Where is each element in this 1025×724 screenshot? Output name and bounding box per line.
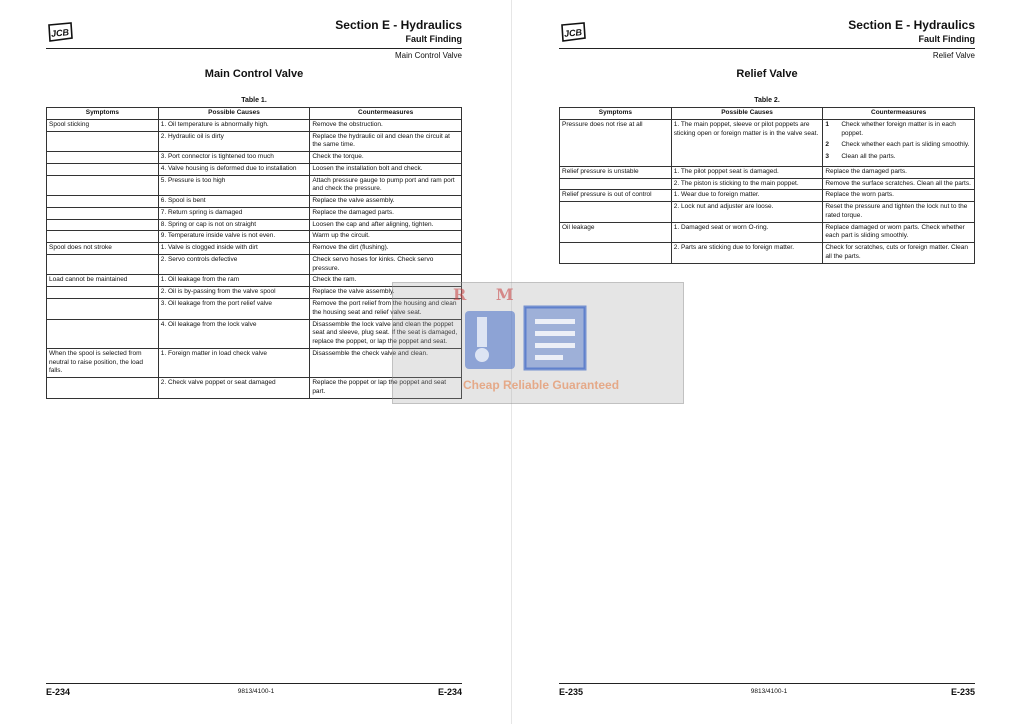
symptom-cell: Oil leakage (560, 222, 672, 243)
cause-cell: 5. Pressure is too high (158, 175, 310, 196)
symptom-cell (47, 378, 159, 399)
table-row (47, 131, 462, 152)
cause-cell: 1. The main poppet, sleeve or pilot poppets are sticking open or foreign matter is in the valve seat. (671, 119, 823, 166)
countermeasure-cell: Check the torque. (310, 152, 462, 164)
symptom-cell (47, 299, 159, 320)
cause-cell: 2. Hydraulic oil is dirty (158, 131, 310, 152)
section-topic: Relief Valve (932, 51, 975, 60)
table-row (47, 152, 462, 164)
countermeasure-item (825, 121, 972, 139)
countermeasure-cell: Replace the worn parts. (823, 190, 975, 202)
cause-cell: 1. Wear due to foreign matter. (671, 190, 823, 202)
footer-page-left: E-234 (46, 687, 71, 697)
page-title: Relief Valve (736, 68, 798, 80)
table-row (47, 243, 462, 255)
section-title: Section E - Hydraulics (335, 18, 462, 32)
table-row (47, 119, 462, 131)
watermark (392, 282, 684, 404)
symptom-cell (560, 202, 672, 223)
cause-cell: 1. Damaged seat or worn O-ring. (671, 222, 823, 243)
cause-cell: 1. Oil leakage from the ram (158, 275, 310, 287)
countermeasure-cell: Loosen the installation bolt and check. (310, 163, 462, 175)
countermeasure-cell: Replace the damaged parts. (823, 166, 975, 178)
countermeasure-cell: Check for scratches, cuts or foreign matter. Clean all the parts. (823, 243, 975, 264)
symptom-cell: Spool sticking (47, 119, 159, 131)
section-subtitle: Fault Finding (918, 34, 975, 44)
cause-cell: 1. Foreign matter in load check valve (158, 348, 310, 377)
symptom-cell (47, 175, 159, 196)
logo-text: JCB (50, 27, 70, 39)
symptom-cell: When the spool is selected from neutral to raise position, the load falls. (47, 348, 159, 377)
countermeasure-cell: Replace the valve assembly. (310, 196, 462, 208)
cause-cell: 2. Servo controls defective (158, 254, 310, 275)
cause-cell: 1. The pilot poppet seat is damaged. (671, 166, 823, 178)
cause-cell: 1. Valve is clogged inside with dirt (158, 243, 310, 255)
table-row (47, 196, 462, 208)
table-caption: Table 2. (754, 97, 780, 104)
footer-doc-number: 9813/4100-1 (237, 688, 275, 695)
item-number: 2 (825, 141, 829, 149)
table-header-row (560, 108, 975, 120)
table-row (560, 190, 975, 202)
wrench-document-icon (455, 303, 625, 373)
item-number: 3 (825, 153, 829, 161)
symptom-cell (47, 287, 159, 299)
symptom-cell (47, 131, 159, 152)
countermeasure-cell: Disassemble the lock valve and clean the poppet seat and sleeve, plug seat. If the seat is damaged, replace the poppet, or lap the poppet and seat. (310, 319, 462, 348)
cause-cell: 3. Oil leakage from the port relief valve (158, 299, 310, 320)
cause-cell: 1. Oil temperature is abnormally high. (158, 119, 310, 131)
watermark-slogan: Cheap Reliable Guaranteed (463, 378, 620, 392)
cause-cell: 2. Check valve poppet or seat damaged (158, 378, 310, 399)
table-row (560, 166, 975, 178)
table-row (47, 175, 462, 196)
countermeasure-cell: Reset the pressure and tighten the lock nut to the rated torque. (823, 202, 975, 223)
footer-page-left: E-235 (559, 687, 584, 697)
symptom-cell (47, 196, 159, 208)
countermeasure-item (825, 153, 972, 162)
countermeasure-cell: Replace the valve assembly. (310, 287, 462, 299)
item-text: Check whether each part is sliding smoothly. (841, 141, 970, 149)
item-text: Clean all the parts. (841, 153, 896, 161)
cause-cell: 2. Lock nut and adjuster are loose. (671, 202, 823, 223)
footer-page-right: E-235 (950, 687, 975, 697)
section-subtitle: Fault Finding (405, 34, 462, 44)
cause-cell: 4. Oil leakage from the lock valve (158, 319, 310, 348)
countermeasure-cell (823, 119, 975, 166)
symptom-cell: Relief pressure is unstable (560, 166, 672, 178)
symptom-cell (560, 178, 672, 190)
symptom-cell (47, 231, 159, 243)
table-row (560, 119, 975, 166)
symptom-cell (47, 152, 159, 164)
symptom-cell: Load cannot be maintained (47, 275, 159, 287)
cause-cell: 6. Spool is bent (158, 196, 310, 208)
cause-cell: 8. Spring or cap is not on straight (158, 219, 310, 231)
symptom-cell (47, 207, 159, 219)
header-rule (46, 48, 462, 49)
cause-cell: 2. The piston is sticking to the main poppet. (671, 178, 823, 190)
countermeasure-cell: Replace the hydraulic oil and clean the circuit at the same time. (310, 131, 462, 152)
page-title: Main Control Valve (204, 68, 304, 80)
symptom-cell (47, 163, 159, 175)
col-header-countermeasures: Countermeasures (823, 108, 975, 120)
table-row (47, 219, 462, 231)
countermeasure-cell: Check servo hoses for kinks. Check servo pressure. (310, 254, 462, 275)
table-row (47, 163, 462, 175)
item-text: Check whether foreign matter is in each poppet. (841, 120, 956, 137)
cause-cell: 3. Port connector is tightened too much (158, 152, 310, 164)
countermeasure-cell: Remove the obstruction. (310, 119, 462, 131)
col-header-symptoms: Symptoms (560, 108, 672, 120)
countermeasure-cell: Attach pressure gauge to pump port and ram port and check the pressure. (310, 175, 462, 196)
countermeasure-cell: Check the ram. (310, 275, 462, 287)
countermeasure-cell: Replace the damaged parts. (310, 207, 462, 219)
col-header-countermeasures: Countermeasures (310, 108, 462, 120)
cause-cell: 4. Valve housing is deformed due to installation (158, 163, 310, 175)
section-topic: Main Control Valve (395, 51, 462, 60)
table-row (560, 202, 975, 223)
table-row (560, 178, 975, 190)
countermeasure-cell: Loosen the cap and after aligning, tighten. (310, 219, 462, 231)
countermeasure-item (825, 141, 972, 150)
footer-page-right: E-234 (437, 687, 462, 697)
symptom-cell: Relief pressure is out of control (560, 190, 672, 202)
col-header-symptoms: Symptoms (47, 108, 159, 120)
countermeasure-cell: Warm up the circuit. (310, 231, 462, 243)
watermark-initials: R M (453, 285, 526, 304)
cause-cell: 7. Return spring is damaged (158, 207, 310, 219)
symptom-cell (47, 254, 159, 275)
table-caption: Table 1. (241, 97, 267, 104)
jcb-logo (559, 22, 587, 42)
jcb-logo (46, 22, 74, 42)
cause-cell: 2. Parts are sticking due to foreign matter. (671, 243, 823, 264)
col-header-causes: Possible Causes (158, 108, 310, 120)
table-header-row (47, 108, 462, 120)
symptom-cell: Pressure does not rise at all (560, 119, 672, 166)
symptom-cell (560, 243, 672, 264)
symptom-cell (47, 319, 159, 348)
fault-table (559, 107, 975, 264)
footer-rule (559, 683, 975, 684)
table-row (47, 254, 462, 275)
footer-rule (46, 683, 462, 684)
table-row (47, 207, 462, 219)
footer-doc-number: 9813/4100-1 (750, 688, 788, 695)
countermeasure-cell: Remove the dirt (flushing). (310, 243, 462, 255)
countermeasure-cell: Disassemble the check valve and clean. (310, 348, 462, 377)
table-row (47, 231, 462, 243)
item-number: 1 (825, 120, 829, 128)
table-row (560, 243, 975, 264)
col-header-causes: Possible Causes (671, 108, 823, 120)
countermeasure-cell: Remove the port relief from the housing and clean the housing seat and relief valve seat. (310, 299, 462, 320)
section-title: Section E - Hydraulics (848, 18, 975, 32)
cause-cell: 2. Oil is by-passing from the valve spool (158, 287, 310, 299)
cause-cell: 9. Temperature inside valve is not even. (158, 231, 310, 243)
countermeasure-cell: Replace damaged or worn parts. Check whether each part is sliding smoothly. (823, 222, 975, 243)
header-rule (559, 48, 975, 49)
logo-text: JCB (563, 27, 583, 39)
countermeasure-cell: Remove the surface scratches. Clean all the parts. (823, 178, 975, 190)
symptom-cell (47, 219, 159, 231)
table-row (560, 222, 975, 243)
countermeasure-cell: Replace the poppet or lap the poppet and seat part. (310, 378, 462, 399)
symptom-cell: Spool does not stroke (47, 243, 159, 255)
